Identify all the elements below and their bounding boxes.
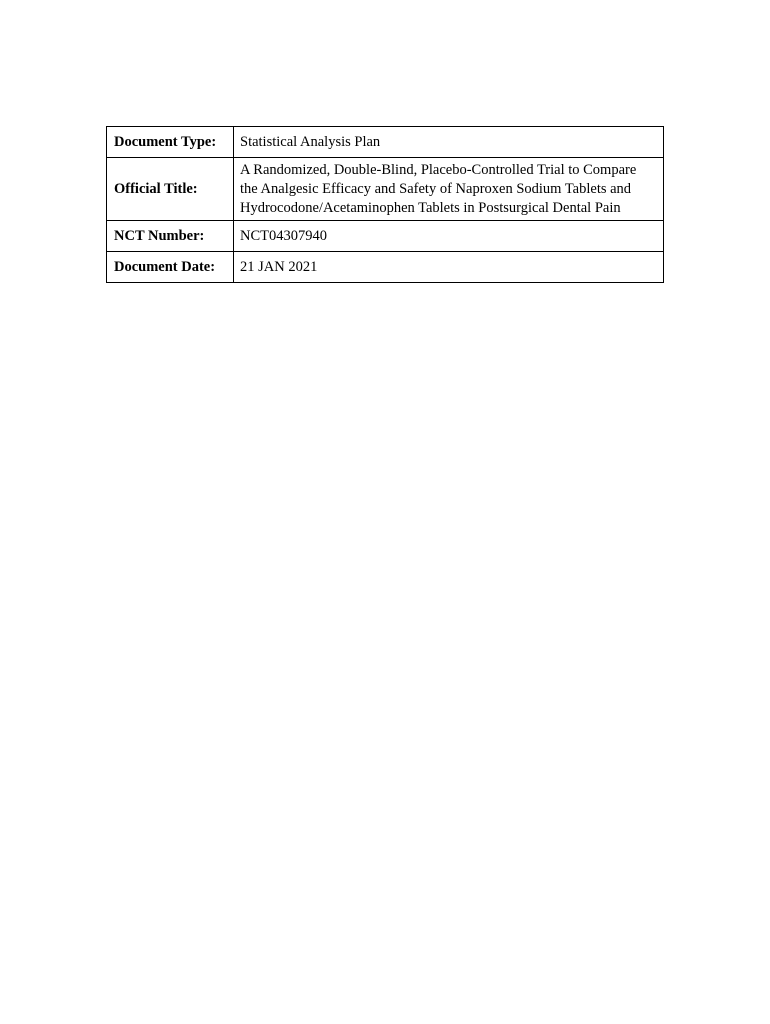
document-date-value: 21 JAN 2021 [234, 252, 664, 283]
nct-number-row [107, 221, 664, 252]
official-title-value: A Randomized, Double-Blind, Placebo-Controlled Trial to Compare the Analgesic Efficacy and Safety of Naproxen Sodium Tablets and Hydrocodone/Acetaminophen Tablets in Postsurgical Dental Pain [234, 158, 664, 221]
document-date-label: Document Date: [107, 252, 234, 283]
official-title-label: Official Title: [107, 158, 234, 221]
document-type-row [107, 127, 664, 158]
document-date-row [107, 252, 664, 283]
nct-number-label: NCT Number: [107, 221, 234, 252]
nct-number-value: NCT04307940 [234, 221, 664, 252]
document-type-label: Document Type: [107, 127, 234, 158]
document-type-value: Statistical Analysis Plan [234, 127, 664, 158]
official-title-row [107, 158, 664, 221]
document-info-table [106, 126, 664, 283]
